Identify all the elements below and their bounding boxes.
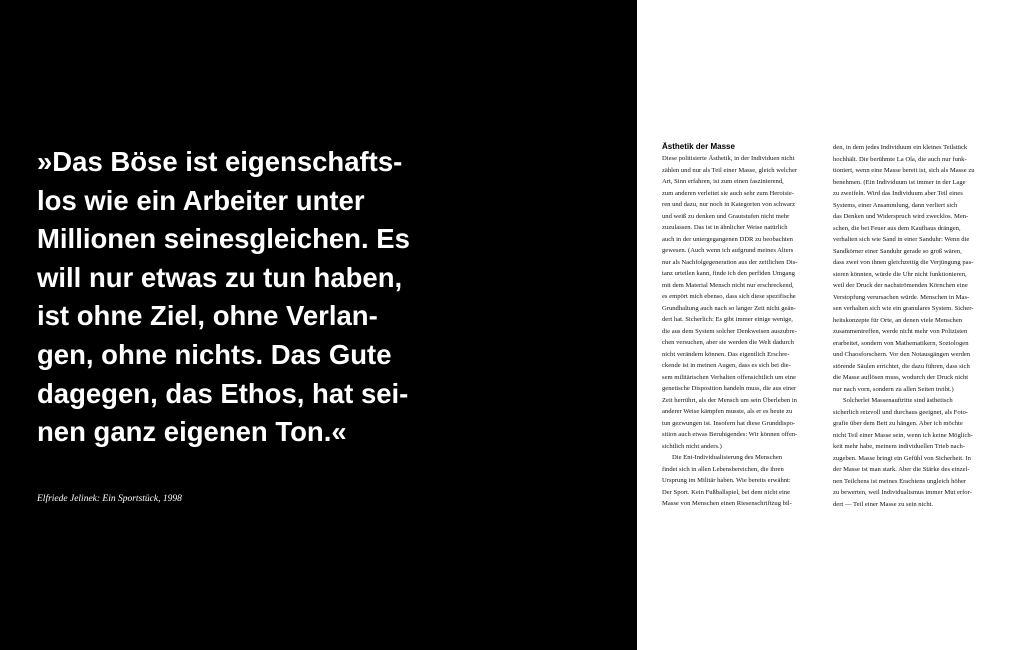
article-text-line: schen, die bei Feuer aus dem Kaufhaus drängen, [833, 224, 961, 232]
article-text-line: und weiß zu denken und Grautstufen nicht mehr [662, 212, 790, 220]
article-text-line: chen versuchen, aber sie werden die Welt dadurch [662, 339, 794, 346]
article-text-line: die Masse auflösen muss, wodurch der Druck nicht [833, 374, 969, 381]
article-text-line: Zeit herrührt, als der Mensch um sein Überleben in [662, 396, 797, 404]
article-text-line: weil der Druck der nachströmenden Körnchen eine [833, 282, 968, 289]
article-text-line: anderer Weise kämpfen musste, als er es heute zu [662, 408, 793, 415]
article-column-1 [662, 153, 823, 510]
article-text-line: Ursprung im Militär haben. Wie bereits erwähnt: [662, 477, 791, 484]
article-text-line: grafie über dem Bett zu hängen. Aber ich möchte [833, 420, 963, 427]
article-text-line: heitskonzepte für Orte, an denen viele Menschen [833, 316, 963, 324]
article-text-line: Grundhaltung auch nach so langer Zeit nicht geän- [662, 304, 796, 312]
right-page-article [637, 0, 1021, 650]
article-text-line: tun gezwungen ist. Insofern hat diese Grunddispo- [662, 419, 796, 427]
article-text-line: tanz urteilen kann, finde ich den perfiden Umgang [662, 270, 795, 277]
quote-line: gen, ohne nichts. Das Gute [37, 338, 392, 370]
article-text-line: Der Sport. Kein Fußballspiel, bei dem nicht eine [662, 488, 791, 496]
article-text-line: Verstopfung verursachen würde. Menschen in Mas- [833, 293, 970, 301]
article-text-line: mit dem Material Mensch nicht nur erschreckend, [662, 281, 794, 289]
article-text-line: verhalten sich wie Sand in einer Sanduhr: Wenn die [833, 236, 970, 243]
article-text-line: Systems, einer Ansammlung, dann verliert sich [833, 201, 958, 209]
article-text-line: ckende ist in meinen Augen, dass es sich bei die- [662, 362, 791, 369]
article-text-line: Solcherlei Massenauftritte sind ästhetisch [843, 397, 953, 404]
article-text-line: das Denken und Widerspruch wird zwecklos. Men- [833, 213, 969, 220]
article-text-line: zugeben. Masse bringt ein Gefühl von Sicherheit. In [833, 454, 971, 462]
article-text-line: benehmen. (Ein Individuum ist immer in der Lage [833, 178, 966, 186]
article-text-line: nicht Teil einer Masse sein, wenn ich keine Möglich- [833, 431, 973, 439]
article-text-line: erarbeitet, sondern von Mathematikern, Soziologen [833, 339, 969, 347]
article-text-line: zählen und nur als Teil einer Masse, gleich welcher [662, 166, 798, 174]
article-text-line: es empört mich ebenso, dass sich diese spezifische [662, 293, 796, 300]
article-text-line: dert — Teil einer Masse zu sein nicht. [833, 500, 934, 508]
article-column-2 [833, 142, 994, 510]
article-text-line: nur als Nachfolgegeneration aus der zeitlichen Dis- [662, 258, 798, 266]
article-heading: Ästhetik der Masse [662, 142, 735, 151]
article-text-line: sieren könnten, würde die Uhr nicht funktionieren, [833, 270, 967, 278]
article-text-line: gewesen. (Auch wenn ich aufgrund meines Alters [662, 247, 794, 254]
pull-quote [37, 143, 477, 452]
article-text-line: tioniert, wenn eine Masse bereit ist, sich als Masse zu [833, 167, 975, 174]
article-text-line: findet sich in allen Lebensbereichen, die ihren [662, 465, 784, 473]
article-text-line: der Masse ist man stark. Aber die Stärke des einzel- [833, 466, 970, 473]
article-text-line: hochhält. Die berühmte La Ola, die auch nur funk- [833, 155, 967, 163]
article-text-line: und Chaosforschern. Vor den Notausgängen werden [833, 351, 971, 358]
article-text-line: sicherlich reizvoll und durchaus geeignet, als Foto- [833, 408, 968, 416]
article-text-line: Die Ent-Individualisierung des Menschen [672, 454, 783, 461]
article-text-line: sichtlich nicht anders.) [662, 442, 722, 450]
article-text-line: nicht verändern können. Das eigentlich Erschre- [662, 350, 790, 358]
article-text-line: keit mehr habe, meinem individuellen Trieb nach- [833, 443, 966, 450]
article-text-line: ren und dazu, nur noch in Kategorien von schwarz [662, 201, 796, 208]
article-text-line: sem militärischen Verhalten offensichtlich um eine [662, 373, 796, 381]
article-text-line: die aus dem System solcher Denkweisen auszubre- [662, 327, 797, 335]
article-text-line: sen verhalten sich wie ein granulares System. Sicher- [833, 305, 974, 312]
quote-attribution: Elfriede Jelinek: Ein Sportstück, 1998 [37, 494, 182, 504]
article-text-line: Diese politisierte Ästhetik, in der Individuen nicht [662, 155, 795, 162]
quote-line: Millionen seinesgleichen. Es [37, 223, 410, 255]
quote-line: ist ohne Ziel, ohne Verlan- [37, 300, 378, 332]
article-text-line: zu bewerten, weil Individualismus immer Mut erfor- [833, 489, 972, 496]
article-text-line: störende Säulen errichtet, die dazu führen, dass sich [833, 362, 970, 370]
quote-line: los wie ein Arbeiter unter [37, 184, 365, 216]
article-text-line: zusammentreffen, werde nicht mehr von Polizisten [833, 328, 968, 335]
article-text-line: den, in dem jedes Individuum ein kleines Teilstück [833, 144, 968, 151]
article-text-line: genetische Disposition handeln muss, die aus einer [662, 385, 797, 392]
quote-line: »Das Böse ist eigenschafts- [37, 146, 403, 177]
article-text-line: Art, Sinn erfahren, ist zum einen faszinierend, [662, 178, 784, 185]
article-text-line: zuzulassen. Das ist in ähnlicher Weise natürlich [662, 224, 788, 231]
article-text-line: Sandkörner einer Sanduhr gerade so groß wären, [833, 247, 962, 255]
article-text-line: dert hat. Sicherlich: Es gibt immer einige wenige, [662, 316, 793, 323]
article-text-line: nur nach vorn, sondern zu allen Seiten treibt.) [833, 385, 954, 393]
article-text-line: Masse von Menschen einen Riesenschriftzug bil- [662, 500, 792, 507]
article-text-line: sition auch etwas Beruhigendes: Wir können offen- [662, 431, 798, 438]
article-text-line: dass zwei von ihnen gleichzeitig die Verjüngung pas- [833, 259, 974, 266]
quote-line: dagegen, das Ethos, hat sei- [37, 377, 409, 409]
article-text-line: auch in der untergegangenen DDR zu beobachten [662, 235, 793, 243]
quote-line: nen ganz eigenen Ton.« [37, 416, 347, 448]
article-text-line: nen Teilchens ist meines Erachtens ungleich höher [833, 477, 967, 485]
article-text-line: zum anderen verleitet sie auch sehr zum Heroisie- [662, 189, 795, 197]
quote-line: will nur etwas zu tun haben, [37, 261, 403, 293]
article-text-line: zu zweifeln. Wird das Individuum aber Teil eines [833, 190, 963, 197]
